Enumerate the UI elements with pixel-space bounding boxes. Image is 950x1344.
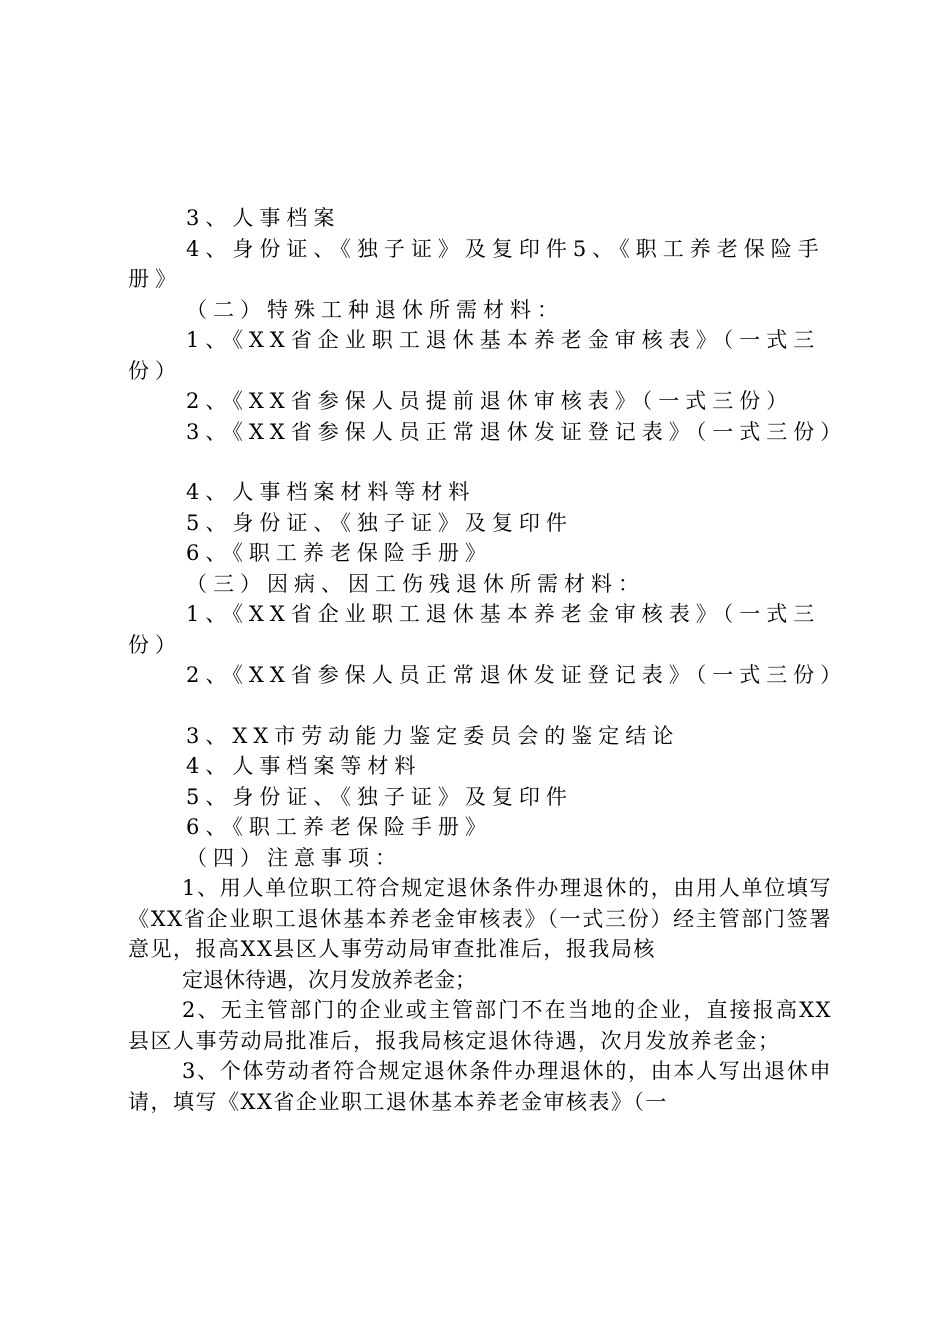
list-item: 5、身份证、《独子证》及复印件 <box>186 510 573 535</box>
list-item: 4、人事档案等材料 <box>186 754 422 778</box>
list-item: 5、身份证、《独子证》及复印件 <box>186 784 573 809</box>
list-item: 2、《XX省参保人员正常退休发证登记表》（一式三份） <box>186 663 848 687</box>
section-heading: （四）注意事项： <box>186 845 402 870</box>
list-item: 6、《职工养老保险手册》 <box>186 541 492 565</box>
blank-line <box>128 691 832 721</box>
list-item-continuation: 份） <box>128 632 182 657</box>
list-item: 6、《职工养老保险手册》 <box>186 815 492 839</box>
list-item: 2、《XX省参保人员提前退休审核表》（一式三份） <box>186 389 794 413</box>
section-heading: （三）因病、因工伤残退休所需材料： <box>186 571 645 596</box>
list-item: 3、XX市劳动能力鉴定委员会的鉴定结论 <box>186 723 680 748</box>
list-item: 3、《XX省参保人员正常退休发证登记表》（一式三份） <box>186 419 848 444</box>
list-item: 4、人事档案材料等材料 <box>186 480 476 504</box>
list-item: 1、《XX省企业职工退休基本养老金审核表》（一式三 <box>186 602 821 626</box>
paragraph-continuation: 定退休待遇，次月发放养老金； <box>182 967 476 992</box>
document-body <box>128 203 848 1117</box>
blank-line <box>128 447 832 477</box>
paragraph: 3、个体劳动者符合规定退休条件办理退休的，由本人写出退休申请，填写《XX省企业职工退休基本养老金审核表》（一 <box>128 1059 832 1114</box>
list-item: 4、身份证、《独子证》及复印件5、《职工养老保险手 <box>186 236 825 261</box>
list-item-continuation: 份） <box>128 358 182 383</box>
section-heading: （二）特殊工种退休所需材料： <box>186 297 564 322</box>
list-item: 3、人事档案 <box>186 206 341 230</box>
list-item-continuation: 册》 <box>128 267 182 291</box>
paragraph: 2、无主管部门的企业或主管部门不在当地的企业，直接报高XX县区人事劳动局批准后，报我局核定退休待遇，次月发放养老金； <box>128 998 832 1053</box>
paragraph: 1、用人单位职工符合规定退休条件办理退休的，由用人单位填写《XX省企业职工退休基本养老金审核表》（一式三份）经主管部门签署意见，报高XX县区人事劳动局审查批准后，报我局核 <box>128 876 832 961</box>
list-item: 1、《XX省企业职工退休基本养老金审核表》（一式三 <box>186 328 821 352</box>
